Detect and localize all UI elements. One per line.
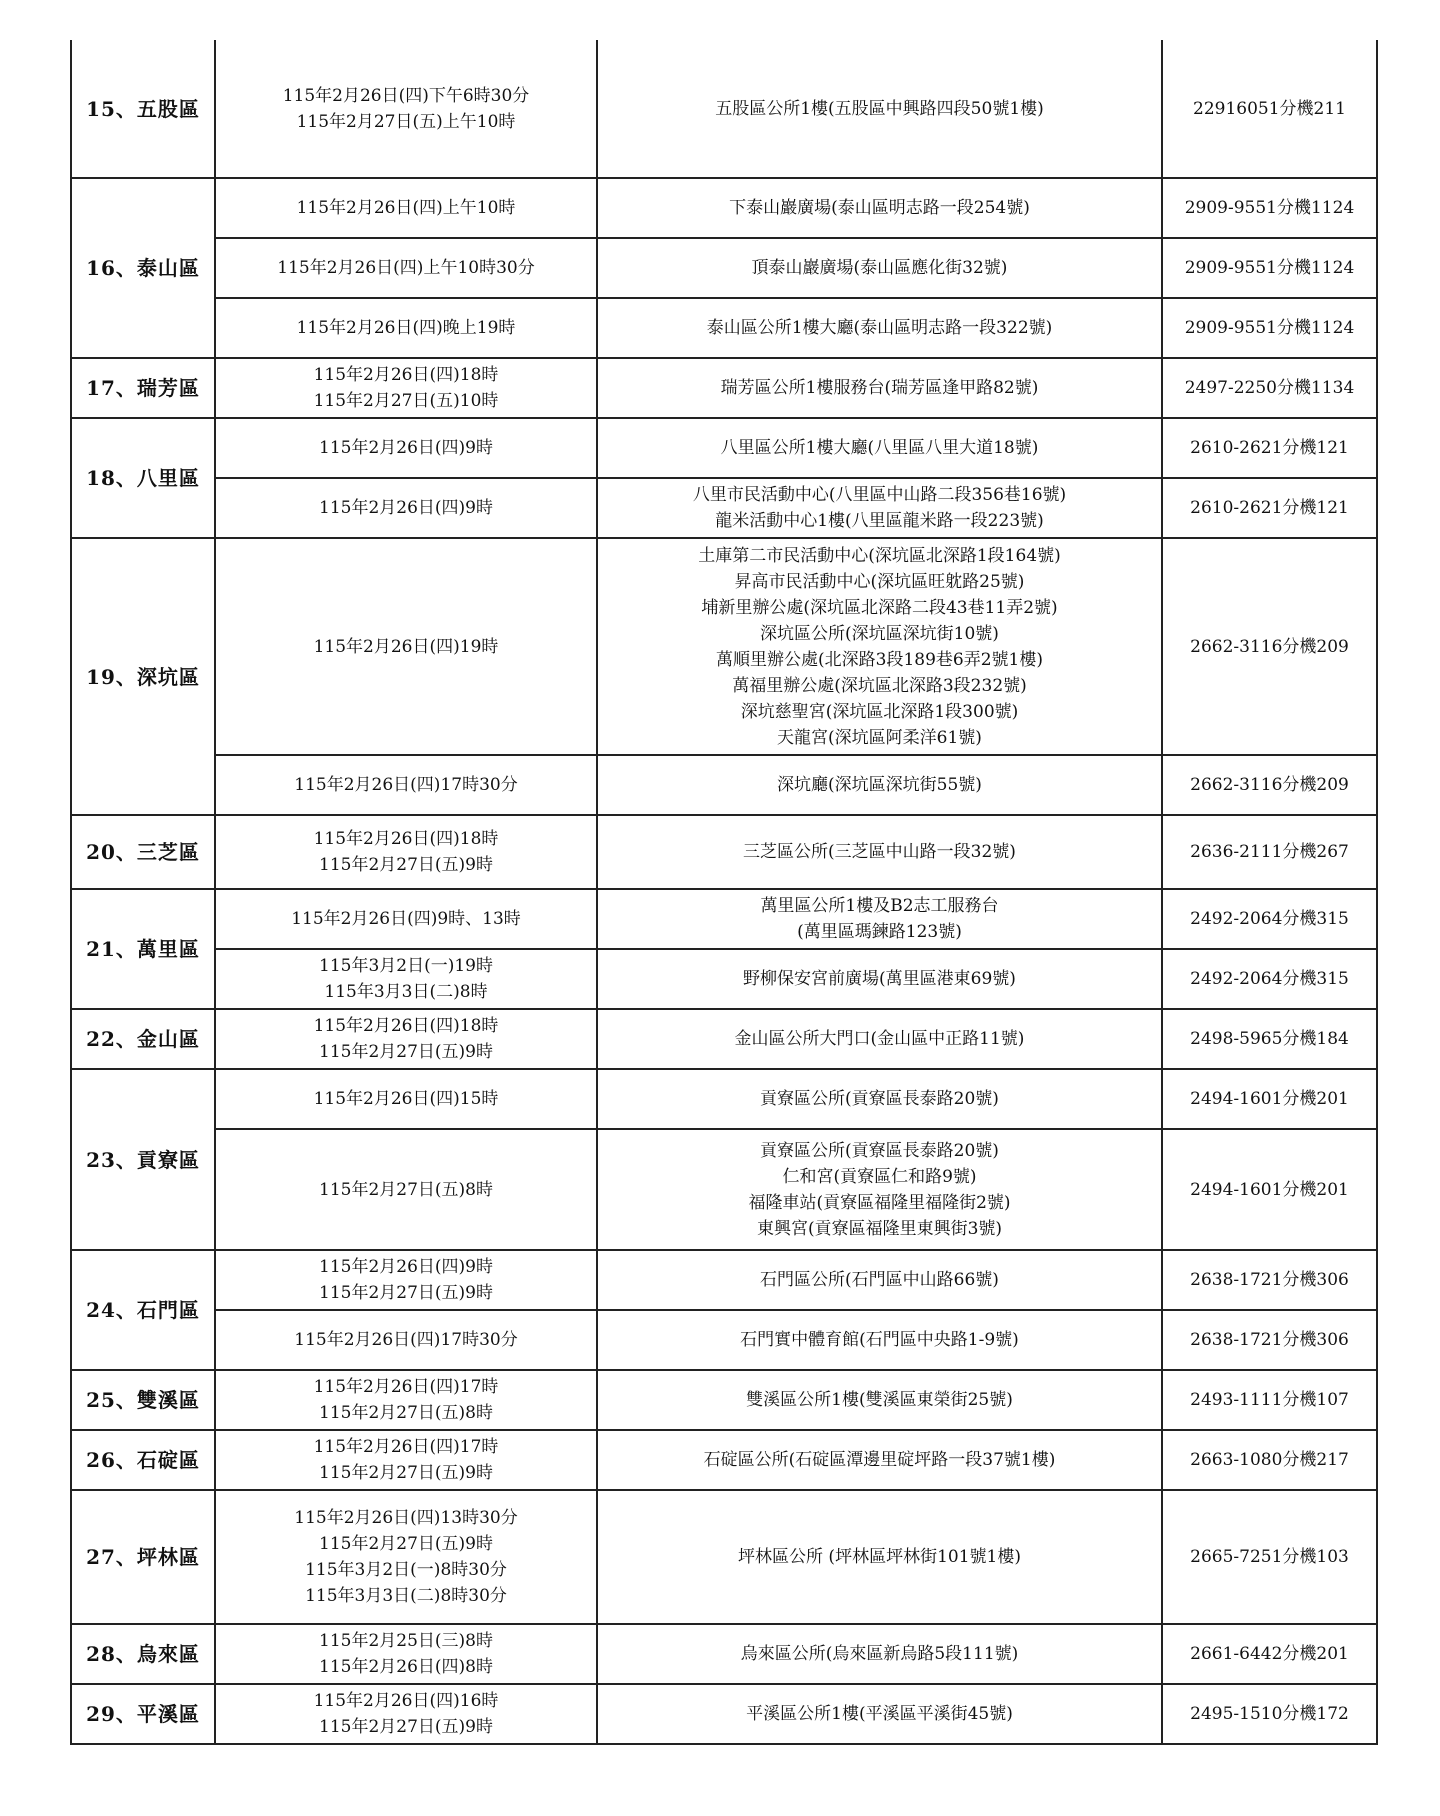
time-cell bbox=[215, 178, 597, 238]
time-cell bbox=[215, 298, 597, 358]
time-line: 115年2月27日(五)上午10時 bbox=[296, 111, 516, 132]
location-cell bbox=[597, 358, 1162, 418]
location-line: 石碇區公所(石碇區潭邊里碇坪路一段37號1樓) bbox=[703, 1450, 1056, 1470]
time-line: 115年2月26日(四)8時 bbox=[319, 1657, 493, 1677]
time-line: 115年2月26日(四)17時30分 bbox=[294, 1330, 518, 1350]
time-line: 115年2月26日(四)晚上19時 bbox=[296, 318, 516, 338]
time-line: 115年3月2日(一)8時30分 bbox=[305, 1560, 507, 1580]
time-line: 115年2月26日(四)9時 bbox=[319, 1257, 493, 1277]
time-line: 115年2月26日(四)上午10時 bbox=[296, 198, 516, 218]
location-line: 頂泰山巖廣場(泰山區應化街32號) bbox=[751, 258, 1008, 278]
time-line: 115年2月26日(四)上午10時30分 bbox=[277, 258, 535, 278]
location-line: 埔新里辦公處(深坑區北深路二段43巷11弄2號) bbox=[701, 597, 1058, 618]
table-row bbox=[71, 1250, 1377, 1310]
location-line: 深坑慈聖宮(深坑區北深路1段300號) bbox=[740, 701, 1019, 722]
district-cell: 15、五股區 bbox=[71, 40, 215, 178]
phone-cell: 2909-9551分機1124 bbox=[1162, 238, 1377, 298]
location-cell bbox=[597, 40, 1162, 178]
phone-cell: 2610-2621分機121 bbox=[1162, 478, 1377, 538]
time-cell bbox=[215, 1430, 597, 1490]
time-line: 115年2月26日(四)19時 bbox=[313, 636, 499, 657]
location-cell bbox=[597, 815, 1162, 889]
location-line: 福隆車站(貢寮區福隆里福隆街2號) bbox=[748, 1192, 1011, 1213]
phone-cell: 2495-1510分機172 bbox=[1162, 1684, 1377, 1744]
time-line: 115年2月26日(四)17時30分 bbox=[294, 775, 518, 795]
location-line: 金山區公所大門口(金山區中正路11號) bbox=[734, 1029, 1025, 1049]
table-row bbox=[71, 418, 1377, 478]
time-line: 115年2月27日(五)9時 bbox=[319, 1534, 493, 1554]
time-cell bbox=[215, 1310, 597, 1370]
table-row bbox=[71, 1129, 1377, 1250]
time-cell bbox=[215, 755, 597, 815]
time-line: 115年2月26日(四)18時 bbox=[313, 365, 499, 385]
location-cell bbox=[597, 1624, 1162, 1684]
time-line: 115年2月26日(四)18時 bbox=[313, 829, 499, 849]
time-cell bbox=[215, 40, 597, 178]
table-row bbox=[71, 1370, 1377, 1430]
district-cell: 20、三芝區 bbox=[71, 815, 215, 889]
time-cell bbox=[215, 889, 597, 949]
location-cell bbox=[597, 1009, 1162, 1069]
location-line: 下泰山巖廣場(泰山區明志路一段254號) bbox=[729, 198, 1030, 218]
table-row bbox=[71, 358, 1377, 418]
time-line: 115年2月25日(三)8時 bbox=[319, 1631, 493, 1651]
district-cell: 16、泰山區 bbox=[71, 178, 215, 358]
time-cell bbox=[215, 358, 597, 418]
location-line: 土庫第二市民活動中心(深坑區北深路1段164號) bbox=[698, 545, 1061, 566]
phone-cell: 2636-2111分機267 bbox=[1162, 815, 1377, 889]
district-cell: 18、八里區 bbox=[71, 418, 215, 538]
table-row bbox=[71, 815, 1377, 889]
table-row bbox=[71, 298, 1377, 358]
phone-cell: 2661-6442分機201 bbox=[1162, 1624, 1377, 1684]
location-cell bbox=[597, 418, 1162, 478]
location-line: 三芝區公所(三芝區中山路一段32號) bbox=[743, 842, 1016, 862]
time-line: 115年2月27日(五)8時 bbox=[319, 1403, 493, 1423]
location-line: 仁和宮(貢寮區仁和路9號) bbox=[782, 1166, 977, 1187]
table-row bbox=[71, 40, 1377, 178]
phone-cell: 22916051分機211 bbox=[1162, 40, 1377, 178]
phone-cell: 2492-2064分機315 bbox=[1162, 949, 1377, 1009]
district-cell: 29、平溪區 bbox=[71, 1684, 215, 1744]
location-line: 野柳保安宮前廣場(萬里區港東69號) bbox=[743, 969, 1016, 989]
phone-cell: 2494-1601分機201 bbox=[1162, 1069, 1377, 1129]
location-cell bbox=[597, 1684, 1162, 1744]
time-line: 115年2月27日(五)10時 bbox=[313, 391, 499, 411]
location-cell bbox=[597, 889, 1162, 949]
location-cell bbox=[597, 238, 1162, 298]
location-line: 深坑區公所(深坑區深坑街10號) bbox=[760, 623, 999, 644]
location-line: 東興宮(貢寮區福隆里東興街3號) bbox=[756, 1218, 1003, 1239]
location-line: 貢寮區公所(貢寮區長泰路20號) bbox=[760, 1089, 999, 1109]
time-line: 115年2月26日(四)9時、13時 bbox=[291, 909, 521, 929]
location-cell bbox=[597, 178, 1162, 238]
time-line: 115年2月26日(四)下午6時30分 bbox=[282, 85, 530, 106]
location-cell bbox=[597, 1069, 1162, 1129]
location-line: 天龍宮(深坑區阿柔洋61號) bbox=[777, 727, 982, 748]
table-row bbox=[71, 238, 1377, 298]
district-cell: 24、石門區 bbox=[71, 1250, 215, 1370]
time-line: 115年2月27日(五)9時 bbox=[319, 1463, 493, 1483]
table-row bbox=[71, 538, 1377, 755]
phone-cell: 2638-1721分機306 bbox=[1162, 1250, 1377, 1310]
location-line: 烏來區公所(烏來區新烏路5段111號) bbox=[740, 1644, 1019, 1664]
time-cell bbox=[215, 418, 597, 478]
district-cell: 21、萬里區 bbox=[71, 889, 215, 1009]
location-cell bbox=[597, 298, 1162, 358]
table-row bbox=[71, 755, 1377, 815]
table-row bbox=[71, 949, 1377, 1009]
district-cell: 28、烏來區 bbox=[71, 1624, 215, 1684]
phone-cell: 2493-1111分機107 bbox=[1162, 1370, 1377, 1430]
table-row bbox=[71, 1490, 1377, 1624]
time-line: 115年3月3日(二)8時 bbox=[324, 982, 488, 1002]
time-cell bbox=[215, 1009, 597, 1069]
phone-cell: 2492-2064分機315 bbox=[1162, 889, 1377, 949]
district-cell: 23、貢寮區 bbox=[71, 1069, 215, 1250]
time-line: 115年2月26日(四)17時 bbox=[313, 1377, 499, 1397]
time-line: 115年2月26日(四)17時 bbox=[313, 1437, 499, 1457]
location-line: 萬里區公所1樓及B2志工服務台 bbox=[760, 896, 999, 916]
location-cell bbox=[597, 755, 1162, 815]
location-line: 石門實中體育館(石門區中央路1-9號) bbox=[740, 1330, 1019, 1350]
location-line: 深坑廳(深坑區深坑街55號) bbox=[777, 775, 982, 795]
location-line: 雙溪區公所1樓(雙溪區東榮街25號) bbox=[746, 1390, 1013, 1410]
location-line: 泰山區公所1樓大廳(泰山區明志路一段322號) bbox=[706, 318, 1053, 338]
schedule-page bbox=[70, 40, 1376, 1745]
time-line: 115年3月2日(一)19時 bbox=[319, 956, 493, 976]
table-row bbox=[71, 1009, 1377, 1069]
location-cell bbox=[597, 1430, 1162, 1490]
district-cell: 19、深坑區 bbox=[71, 538, 215, 815]
time-line: 115年2月27日(五)9時 bbox=[319, 855, 493, 875]
district-cell: 22、金山區 bbox=[71, 1009, 215, 1069]
location-line: 八里市民活動中心(八里區中山路二段356巷16號) bbox=[692, 485, 1067, 505]
district-cell: 25、雙溪區 bbox=[71, 1370, 215, 1430]
location-line: 龍米活動中心1樓(八里區龍米路一段223號) bbox=[715, 511, 1044, 531]
time-cell bbox=[215, 478, 597, 538]
location-line: 昇高市民活動中心(深坑區旺躭路25號) bbox=[734, 571, 1025, 592]
time-line: 115年2月26日(四)13時30分 bbox=[294, 1508, 518, 1528]
phone-cell: 2663-1080分機217 bbox=[1162, 1430, 1377, 1490]
time-line: 115年2月27日(五)9時 bbox=[319, 1717, 493, 1737]
district-cell: 27、坪林區 bbox=[71, 1490, 215, 1624]
location-line: 萬順里辦公處(北深路3段189巷6弄2號1樓) bbox=[716, 649, 1043, 670]
location-cell bbox=[597, 478, 1162, 538]
location-line: 瑞芳區公所1樓服務台(瑞芳區逢甲路82號) bbox=[720, 378, 1039, 398]
time-cell bbox=[215, 538, 597, 755]
time-cell bbox=[215, 1624, 597, 1684]
phone-cell: 2497-2250分機1134 bbox=[1162, 358, 1377, 418]
time-cell bbox=[215, 1129, 597, 1250]
table-row bbox=[71, 478, 1377, 538]
time-line: 115年2月26日(四)15時 bbox=[313, 1089, 499, 1109]
table-row bbox=[71, 889, 1377, 949]
location-line: 萬福里辦公處(深坑區北深路3段232號) bbox=[732, 675, 1027, 696]
time-line: 115年3月3日(二)8時30分 bbox=[305, 1586, 507, 1606]
time-cell bbox=[215, 815, 597, 889]
phone-cell: 2662-3116分機209 bbox=[1162, 538, 1377, 755]
time-line: 115年2月27日(五)8時 bbox=[319, 1179, 493, 1200]
time-line: 115年2月27日(五)9時 bbox=[319, 1283, 493, 1303]
location-line: 八里區公所1樓大廳(八里區八里大道18號) bbox=[720, 438, 1039, 458]
time-cell bbox=[215, 1069, 597, 1129]
location-cell bbox=[597, 1250, 1162, 1310]
district-cell: 26、石碇區 bbox=[71, 1430, 215, 1490]
phone-cell: 2610-2621分機121 bbox=[1162, 418, 1377, 478]
location-cell bbox=[597, 538, 1162, 755]
phone-cell: 2909-9551分機1124 bbox=[1162, 178, 1377, 238]
phone-cell: 2638-1721分機306 bbox=[1162, 1310, 1377, 1370]
time-cell bbox=[215, 238, 597, 298]
time-line: 115年2月26日(四)16時 bbox=[313, 1691, 499, 1711]
table-row bbox=[71, 1069, 1377, 1129]
table-row bbox=[71, 1310, 1377, 1370]
table-row bbox=[71, 178, 1377, 238]
time-cell bbox=[215, 1684, 597, 1744]
phone-cell: 2498-5965分機184 bbox=[1162, 1009, 1377, 1069]
time-cell bbox=[215, 1370, 597, 1430]
time-line: 115年2月26日(四)18時 bbox=[313, 1016, 499, 1036]
location-line: 坪林區公所 (坪林區坪林街101號1樓) bbox=[738, 1547, 1021, 1567]
location-line: 石門區公所(石門區中山路66號) bbox=[760, 1270, 999, 1290]
table-row bbox=[71, 1684, 1377, 1744]
schedule-table bbox=[70, 40, 1378, 1745]
time-line: 115年2月26日(四)9時 bbox=[319, 438, 493, 458]
location-cell bbox=[597, 1490, 1162, 1624]
table-row bbox=[71, 1430, 1377, 1490]
location-line: (萬里區瑪鍊路123號) bbox=[797, 922, 962, 942]
location-line: 平溪區公所1樓(平溪區平溪街45號) bbox=[746, 1704, 1013, 1724]
phone-cell: 2665-7251分機103 bbox=[1162, 1490, 1377, 1624]
location-line: 五股區公所1樓(五股區中興路四段50號1樓) bbox=[715, 98, 1044, 119]
time-line: 115年2月27日(五)9時 bbox=[319, 1042, 493, 1062]
district-cell: 17、瑞芳區 bbox=[71, 358, 215, 418]
location-line: 貢寮區公所(貢寮區長泰路20號) bbox=[760, 1140, 999, 1161]
time-cell bbox=[215, 949, 597, 1009]
time-line: 115年2月26日(四)9時 bbox=[319, 498, 493, 518]
table-row bbox=[71, 1624, 1377, 1684]
location-cell bbox=[597, 1370, 1162, 1430]
time-cell bbox=[215, 1250, 597, 1310]
phone-cell: 2909-9551分機1124 bbox=[1162, 298, 1377, 358]
phone-cell: 2662-3116分機209 bbox=[1162, 755, 1377, 815]
time-cell bbox=[215, 1490, 597, 1624]
location-cell bbox=[597, 1310, 1162, 1370]
phone-cell: 2494-1601分機201 bbox=[1162, 1129, 1377, 1250]
location-cell bbox=[597, 1129, 1162, 1250]
location-cell bbox=[597, 949, 1162, 1009]
